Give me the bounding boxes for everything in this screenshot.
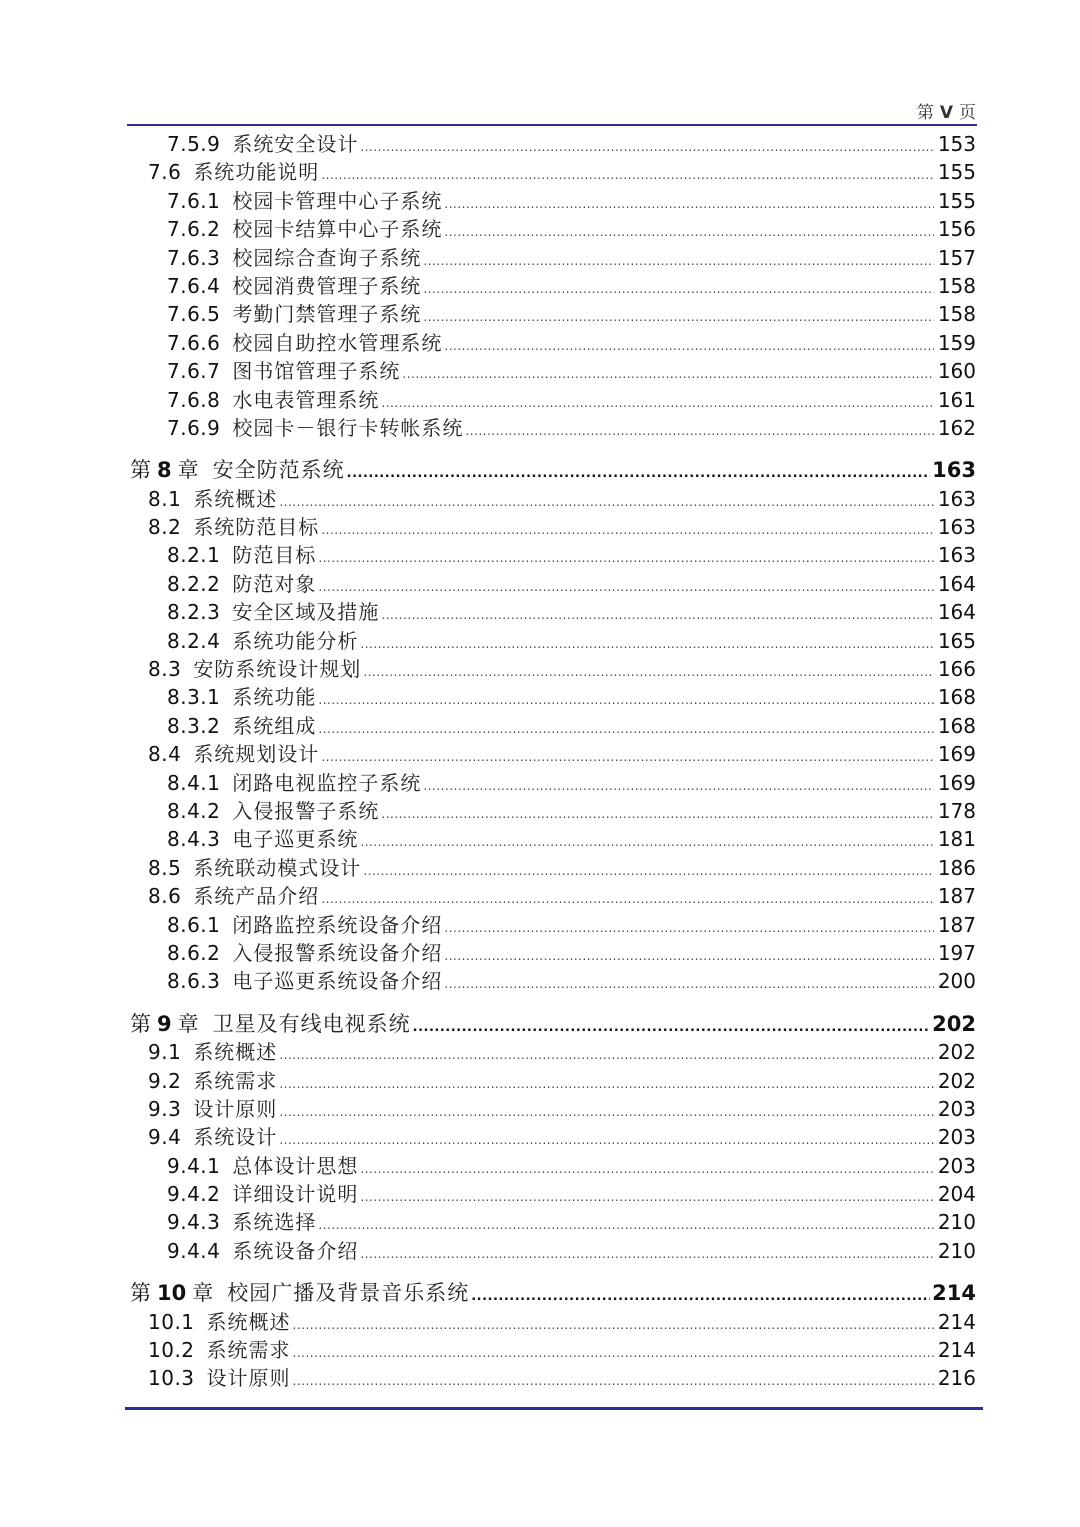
toc-entry-title: 安防系统设计规划 <box>193 657 362 682</box>
page-suffix: 页 <box>959 103 976 123</box>
toc-entry-title: 系统概述 <box>193 1040 278 1065</box>
dot-leader <box>360 1155 934 1183</box>
dot-leader <box>444 914 934 942</box>
toc-entry-page: 197 <box>937 940 976 965</box>
toc-entry[interactable] <box>130 300 976 328</box>
toc-entry-title: 安全区域及措施 <box>232 600 380 625</box>
toc-entry[interactable] <box>130 570 976 598</box>
toc-entry[interactable] <box>130 414 976 442</box>
toc-entry-number: 7.6.4 <box>167 273 221 298</box>
toc-entry-page: 158 <box>937 302 976 327</box>
toc-entry-number: 8.4.3 <box>167 827 221 852</box>
toc-entry-title: 安全防范系统 <box>212 458 345 483</box>
toc-entry-title: 校园消费管理子系统 <box>232 273 422 298</box>
toc-entry-page: 165 <box>937 628 976 653</box>
toc-entry-title: 防范对象 <box>232 571 317 596</box>
toc-entry-number: 8.2.3 <box>167 600 221 625</box>
dot-leader <box>381 601 934 629</box>
toc-entry-number: 8.3 <box>148 657 182 682</box>
dot-leader <box>363 857 934 885</box>
toc-entry-page: 181 <box>937 827 976 852</box>
toc-chapter-entry[interactable] <box>130 1010 976 1038</box>
toc-entry[interactable] <box>130 1180 976 1208</box>
chapter-prefix: 第 <box>130 458 151 483</box>
toc-entry[interactable] <box>130 541 976 569</box>
toc-entry-number: 8.2.4 <box>167 628 221 653</box>
toc-entry[interactable] <box>130 769 976 797</box>
toc-entry-page: 203 <box>937 1125 976 1150</box>
toc-entry-page: 156 <box>937 217 976 242</box>
toc-entry-number: 8.4 <box>148 742 182 767</box>
table-of-contents <box>130 130 976 1393</box>
toc-entry-title: 电子巡更系统设备介绍 <box>232 969 443 994</box>
toc-entry[interactable] <box>130 740 976 768</box>
toc-entry-number: 7.6.3 <box>167 245 221 270</box>
toc-entry[interactable] <box>130 386 976 414</box>
toc-entry-number: 9.4.2 <box>167 1182 221 1207</box>
toc-entry-title: 校园卡－银行卡转帐系统 <box>232 415 464 440</box>
toc-entry-title: 系统功能分析 <box>232 628 359 653</box>
dot-leader <box>318 1211 934 1239</box>
toc-entry[interactable] <box>130 329 976 357</box>
toc-entry-number: 7.5.9 <box>167 132 221 156</box>
toc-entry[interactable] <box>130 655 976 683</box>
toc-entry-title: 系统概述 <box>193 486 278 511</box>
dot-leader <box>318 686 934 714</box>
toc-entry[interactable] <box>130 130 976 158</box>
toc-entry[interactable] <box>130 215 976 243</box>
toc-entry-title: 校园广播及背景音乐系统 <box>227 1281 470 1306</box>
toc-entry-number: 9.3 <box>148 1096 182 1121</box>
toc-entry-title: 系统设计 <box>193 1125 278 1150</box>
toc-entry-title: 水电表管理系统 <box>232 387 380 412</box>
dot-leader <box>318 544 934 572</box>
toc-entry-number: 8.4.2 <box>167 798 221 823</box>
toc-entry-title: 设计原则 <box>193 1096 278 1121</box>
toc-entry-title: 系统需求 <box>206 1338 291 1363</box>
toc-entry-title: 入侵报警系统设备介绍 <box>232 940 443 965</box>
toc-entry-number: 8.3.2 <box>167 713 221 738</box>
toc-entry-title: 系统需求 <box>193 1068 278 1093</box>
toc-entry-number: 8.2 <box>148 515 182 540</box>
toc-entry-page: 169 <box>937 742 976 767</box>
toc-entry-number: 9.4.4 <box>167 1238 221 1263</box>
toc-entry-title: 入侵报警子系统 <box>232 798 380 823</box>
toc-entry[interactable] <box>130 967 976 995</box>
toc-entry-title: 防范目标 <box>232 543 317 568</box>
dot-leader <box>444 970 934 998</box>
dot-leader <box>423 303 934 331</box>
dot-leader <box>293 1311 934 1339</box>
toc-entry-title: 系统联动模式设计 <box>193 855 362 880</box>
toc-entry-page: 216 <box>937 1366 976 1391</box>
dot-leader <box>413 1014 931 1042</box>
toc-entry-title: 系统组成 <box>232 713 317 738</box>
toc-entry[interactable] <box>130 882 976 910</box>
toc-chapter-entry[interactable] <box>130 456 976 484</box>
page-number-header <box>917 98 976 123</box>
toc-entry-number: 8.3.1 <box>167 685 221 710</box>
dot-leader <box>363 658 934 686</box>
toc-entry-page: 163 <box>937 515 976 540</box>
dot-leader <box>360 630 934 658</box>
toc-entry-number: 10.1 <box>148 1309 195 1334</box>
toc-entry[interactable] <box>130 244 976 272</box>
toc-entry-page: 155 <box>937 188 976 213</box>
toc-entry[interactable] <box>130 939 976 967</box>
dot-leader <box>360 133 934 161</box>
dot-leader <box>444 332 934 360</box>
toc-chapter-entry[interactable] <box>130 1279 976 1307</box>
toc-entry-page: 166 <box>937 657 976 682</box>
toc-entry-page: 155 <box>937 160 976 185</box>
dot-leader <box>279 1041 934 1069</box>
toc-entry-page: 186 <box>937 855 976 880</box>
toc-entry-page: 210 <box>937 1210 976 1235</box>
dot-leader <box>381 389 934 417</box>
toc-entry[interactable] <box>130 158 976 186</box>
toc-entry[interactable] <box>130 797 976 825</box>
toc-entry-page: 164 <box>937 571 976 596</box>
toc-entry[interactable] <box>130 598 976 626</box>
toc-entry-title: 校园自助控水管理系统 <box>232 330 443 355</box>
chapter-number: 9 <box>157 1011 172 1036</box>
toc-entry-number: 9.4.1 <box>167 1153 221 1178</box>
toc-entry-page: 161 <box>937 387 976 412</box>
toc-entry[interactable] <box>130 1208 976 1236</box>
toc-entry-number: 8.6.1 <box>167 912 221 937</box>
dot-leader <box>444 218 934 246</box>
toc-entry-title: 系统防范目标 <box>193 515 320 540</box>
toc-entry-page: 164 <box>937 600 976 625</box>
dot-leader <box>465 417 934 445</box>
dot-leader <box>423 275 934 303</box>
chapter-number: 8 <box>157 458 172 483</box>
toc-entry[interactable] <box>130 683 976 711</box>
toc-entry-title: 系统功能 <box>232 685 317 710</box>
toc-entry-title: 系统产品介绍 <box>193 884 320 909</box>
chapter-suffix: 章 <box>192 1281 214 1306</box>
toc-entry-title: 校园卡管理中心子系统 <box>232 188 443 213</box>
toc-entry-number: 7.6.5 <box>167 302 221 327</box>
toc-entry-number: 8.2.2 <box>167 571 221 596</box>
dot-leader <box>293 1339 934 1367</box>
toc-entry-page: 163 <box>932 458 976 483</box>
dot-leader <box>381 800 934 828</box>
dot-leader <box>360 1240 934 1268</box>
toc-entry-page: 214 <box>932 1281 976 1306</box>
header-rule <box>127 124 977 126</box>
toc-entry-title: 闭路电视监控子系统 <box>232 770 422 795</box>
toc-entry-title: 系统概述 <box>206 1309 291 1334</box>
dot-leader <box>293 1367 934 1395</box>
toc-entry-page: 163 <box>937 543 976 568</box>
toc-entry-page: 203 <box>937 1153 976 1178</box>
toc-entry-page: 214 <box>937 1338 976 1363</box>
toc-entry-title: 闭路监控系统设备介绍 <box>232 912 443 937</box>
toc-entry[interactable] <box>130 1364 976 1392</box>
toc-entry[interactable] <box>130 825 976 853</box>
chapter-prefix: 第 <box>130 1011 151 1036</box>
toc-entry-page: 158 <box>937 273 976 298</box>
toc-entry-title: 系统规划设计 <box>193 742 320 767</box>
toc-entry-number: 10.2 <box>148 1338 195 1363</box>
chapter-prefix: 第 <box>130 1281 151 1306</box>
toc-entry-number: 10.3 <box>148 1366 195 1391</box>
toc-entry-page: 203 <box>937 1096 976 1121</box>
toc-entry-title: 卫星及有线电视系统 <box>212 1011 411 1036</box>
dot-leader <box>318 573 934 601</box>
dot-leader <box>360 828 934 856</box>
toc-entry-number: 8.1 <box>148 486 182 511</box>
toc-entry-title: 校园卡结算中心子系统 <box>232 217 443 242</box>
dot-leader <box>360 1183 934 1211</box>
toc-entry-page: 169 <box>937 770 976 795</box>
dot-leader <box>423 772 934 800</box>
toc-entry-page: 202 <box>937 1040 976 1065</box>
toc-entry[interactable] <box>130 627 976 655</box>
toc-entry-number: 9.4.3 <box>167 1210 221 1235</box>
toc-entry-title: 校园综合查询子系统 <box>232 245 422 270</box>
dot-leader <box>318 715 934 743</box>
toc-entry-title: 电子巡更系统 <box>232 827 359 852</box>
chapter-suffix: 章 <box>177 458 199 483</box>
dot-leader <box>423 247 934 275</box>
toc-entry[interactable] <box>130 911 976 939</box>
toc-entry-number: 8.6 <box>148 884 182 909</box>
toc-entry-title: 总体设计思想 <box>232 1153 359 1178</box>
dot-leader <box>444 942 934 970</box>
toc-entry-title: 考勤门禁管理子系统 <box>232 302 422 327</box>
dot-leader <box>471 1283 930 1311</box>
toc-entry-page: 160 <box>937 359 976 384</box>
dot-leader <box>321 885 934 913</box>
toc-entry-title: 图书馆管理子系统 <box>232 359 401 384</box>
toc-entry[interactable] <box>130 513 976 541</box>
toc-entry-number: 7.6.9 <box>167 415 221 440</box>
toc-entry-page: 204 <box>937 1182 976 1207</box>
dot-leader <box>321 516 934 544</box>
toc-entry-number: 7.6.8 <box>167 387 221 412</box>
toc-entry-number: 8.4.1 <box>167 770 221 795</box>
toc-entry[interactable] <box>130 1336 976 1364</box>
toc-entry-number: 9.2 <box>148 1068 182 1093</box>
toc-entry-title: 系统设备介绍 <box>232 1238 359 1263</box>
dot-leader <box>321 161 934 189</box>
toc-entry-number: 9.4 <box>148 1125 182 1150</box>
dot-leader <box>444 190 934 218</box>
toc-entry-title: 设计原则 <box>206 1366 291 1391</box>
dot-leader <box>279 1098 934 1126</box>
toc-entry-page: 187 <box>937 912 976 937</box>
toc-entry-page: 163 <box>937 486 976 511</box>
toc-entry[interactable] <box>130 272 976 300</box>
toc-entry[interactable] <box>130 854 976 882</box>
toc-entry-title: 系统安全设计 <box>232 132 359 156</box>
toc-entry-number: 7.6.6 <box>167 330 221 355</box>
toc-entry-number: 7.6 <box>148 160 182 185</box>
toc-entry-page: 202 <box>932 1011 976 1036</box>
toc-entry[interactable] <box>130 1308 976 1336</box>
toc-entry-number: 9.1 <box>148 1040 182 1065</box>
toc-entry-number: 7.6.2 <box>167 217 221 242</box>
toc-entry[interactable] <box>130 1038 976 1066</box>
toc-entry-page: 187 <box>937 884 976 909</box>
toc-entry[interactable] <box>130 1152 976 1180</box>
footer-rule <box>125 1407 983 1410</box>
toc-entry-page: 178 <box>937 798 976 823</box>
toc-entry-page: 214 <box>937 1309 976 1334</box>
dot-leader <box>279 488 934 516</box>
toc-entry-page: 157 <box>937 245 976 270</box>
toc-entry-number: 7.6.1 <box>167 188 221 213</box>
toc-entry[interactable] <box>130 357 976 385</box>
toc-entry-page: 202 <box>937 1068 976 1093</box>
dot-leader <box>279 1126 934 1154</box>
toc-entry-number: 8.6.3 <box>167 969 221 994</box>
toc-entry-page: 159 <box>937 330 976 355</box>
toc-entry-number: 8.5 <box>148 855 182 880</box>
toc-entry[interactable] <box>130 485 976 513</box>
chapter-suffix: 章 <box>177 1011 199 1036</box>
chapter-number: 10 <box>157 1281 187 1306</box>
page-roman-numeral: V <box>939 103 953 123</box>
toc-entry-title: 系统功能说明 <box>193 160 320 185</box>
toc-entry[interactable] <box>130 1095 976 1123</box>
toc-entry-number: 8.6.2 <box>167 940 221 965</box>
toc-entry[interactable] <box>130 712 976 740</box>
dot-leader <box>402 360 934 388</box>
toc-entry-page: 168 <box>937 713 976 738</box>
toc-entry-page: 162 <box>937 415 976 440</box>
page-prefix: 第 <box>916 103 934 123</box>
toc-entry-page: 168 <box>937 685 976 710</box>
toc-entry-title: 详细设计说明 <box>232 1182 359 1207</box>
toc-entry-page: 200 <box>937 969 976 994</box>
toc-entry[interactable] <box>130 1123 976 1151</box>
toc-entry-number: 8.2.1 <box>167 543 221 568</box>
toc-entry-page: 210 <box>937 1238 976 1263</box>
toc-entry[interactable] <box>130 1237 976 1265</box>
toc-entry-page: 153 <box>937 132 976 156</box>
dot-leader <box>347 460 931 488</box>
toc-entry-title: 系统选择 <box>232 1210 317 1235</box>
dot-leader <box>279 1070 934 1098</box>
dot-leader <box>321 743 934 771</box>
toc-entry[interactable] <box>130 187 976 215</box>
toc-entry[interactable] <box>130 1067 976 1095</box>
toc-entry-number: 7.6.7 <box>167 359 221 384</box>
